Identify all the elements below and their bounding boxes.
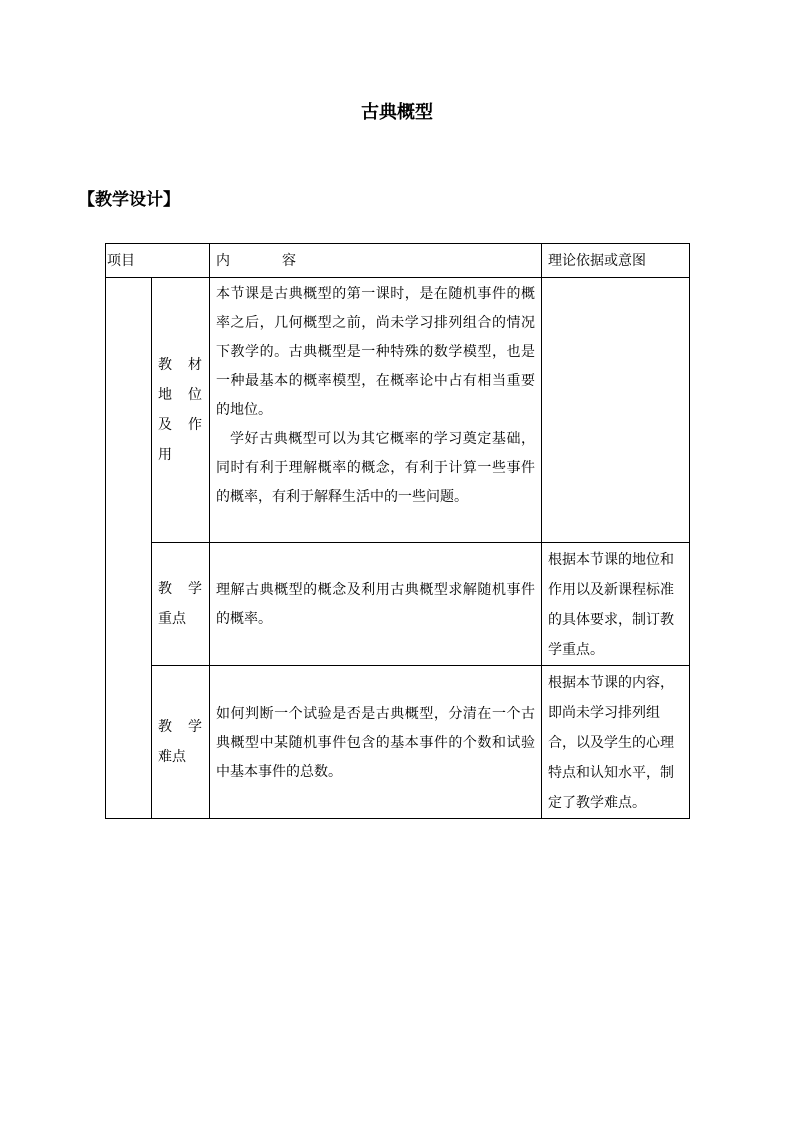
header-basis: [542, 244, 690, 278]
row-basis-difficulties: 根据本节课的内容，即尚未学习排列组合，以及学生的心理特点和认知水平，制定了教学难点。: [542, 666, 690, 819]
row-basis-key-points: 根据本节课的地位和作用以及新课程标准的具体要求，制订教学重点。: [542, 543, 690, 666]
content-paragraph: 如何判断一个试验是否是古典概型，分清在一个古典概型中某随机事件包含的基本事件的个数和试验中基本事件的总数。: [216, 705, 535, 780]
label-char: 学: [188, 719, 202, 735]
row-label-key-points: [152, 543, 210, 666]
document-title: 古典概型: [361, 102, 433, 123]
row-label-textbook-position: [152, 278, 210, 543]
header-content: [210, 244, 542, 278]
table-merged-left-cell: [106, 278, 152, 819]
row-label-line: [158, 574, 202, 604]
row-label-line: [158, 604, 202, 634]
label-char: 教: [158, 357, 172, 373]
label-char: 教: [158, 581, 172, 597]
label-char: 教: [158, 719, 172, 735]
label-char: 地: [158, 387, 172, 403]
content-paragraph: 理解古典概型的概念及利用古典概型求解随机事件的概率。: [216, 582, 535, 627]
row-content-textbook-position: [210, 278, 542, 543]
label-char: 材: [188, 357, 202, 373]
label-char: 用: [158, 447, 172, 463]
table-row-textbook-position: [106, 278, 690, 543]
row-content-difficulties: [210, 666, 542, 819]
label-char: 重点: [158, 611, 186, 627]
content-paragraph: 学好古典概型可以为其它概率的学习奠定基础，同时有利于理解概率的概念，有利于计算一些事件的概率，有利于解释生活中的一些问题。: [216, 431, 535, 505]
row-label-line: [158, 742, 202, 772]
teaching-design-table: [105, 243, 690, 819]
row-label-line: [158, 440, 202, 470]
table-row-key-points: [106, 543, 690, 666]
section-heading: 【教学设计】: [78, 190, 180, 210]
row-label-line: [158, 350, 202, 380]
header-basis-label: 理论依据或意图: [548, 253, 646, 269]
header-item: [106, 244, 210, 278]
label-char: 学: [188, 581, 202, 597]
header-content-right: 容: [282, 253, 296, 269]
content-paragraph: 本节课是古典概型的第一课时，是在随机事件的概率之后，几何概型之前，尚未学习排列组合的情况下教学的。古典概型是一种特殊的数学模型，也是一种最基本的概率模型，在概率论中占有相当重要的地位。: [216, 286, 535, 418]
label-char: 位: [188, 387, 202, 403]
header-content-left: 内: [216, 253, 230, 269]
table-row-difficulties: [106, 666, 690, 819]
row-label-line: [158, 712, 202, 742]
label-char: 作: [188, 417, 202, 433]
row-label-difficulties: [152, 666, 210, 819]
label-char: 及: [158, 417, 172, 433]
row-label-line: [158, 380, 202, 410]
row-label-line: [158, 410, 202, 440]
label-char: 难点: [158, 749, 186, 765]
table-header-row: [106, 244, 690, 278]
header-item-label: 项目: [107, 253, 135, 269]
row-content-key-points: [210, 543, 542, 666]
row-basis-textbook-position: [542, 278, 690, 543]
